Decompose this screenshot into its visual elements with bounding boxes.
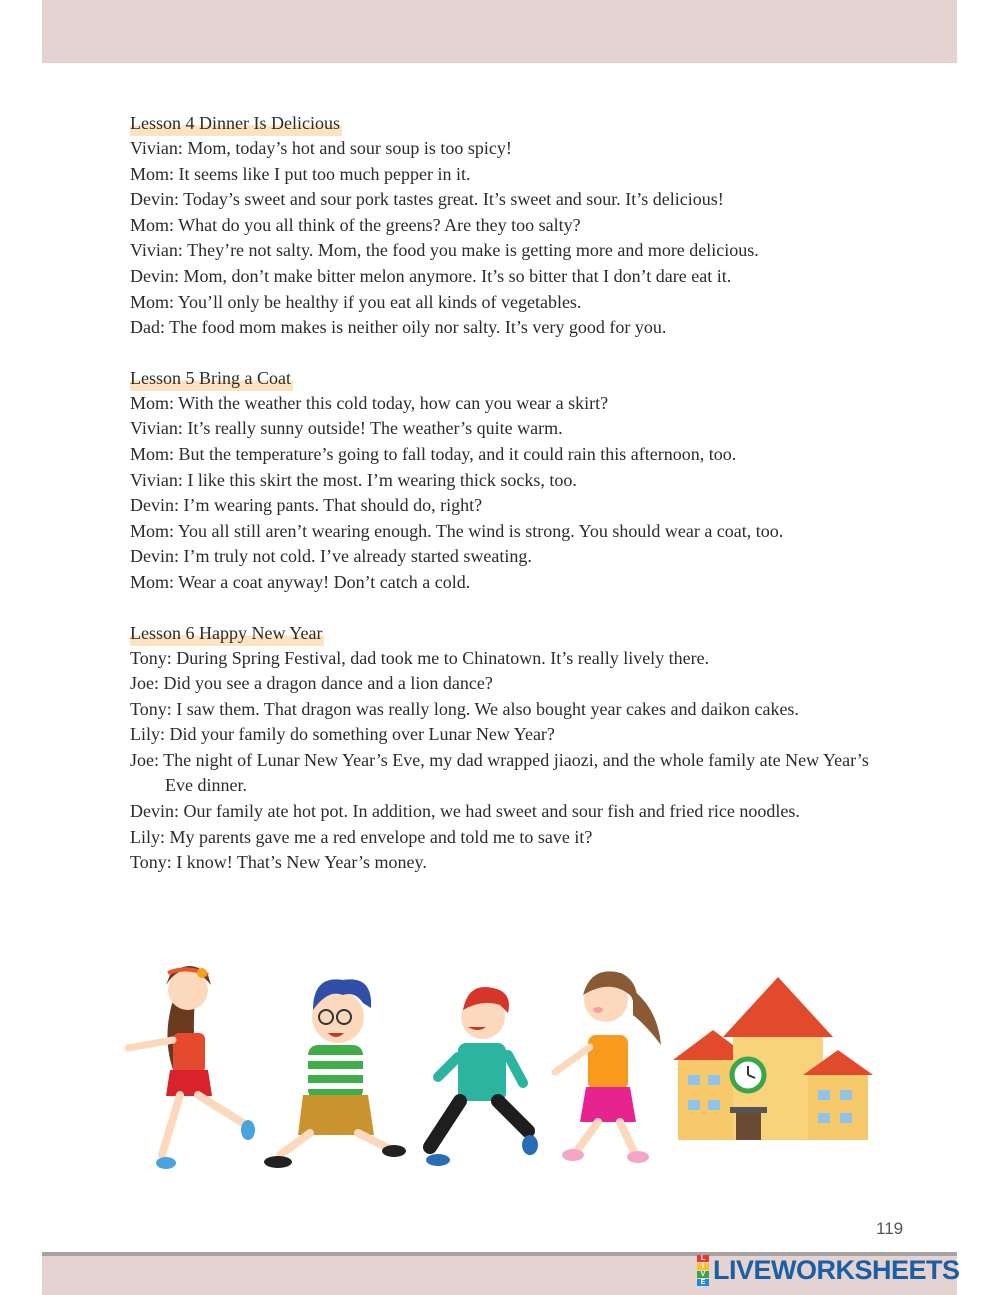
dialogue-line: Tony: I know! That’s New Year’s money. [130, 852, 427, 873]
dialogue-line: Dad: The food mom makes is neither oily nor salty. It’s very good for you. [130, 317, 667, 338]
dialogue-line: Mom: Wear a coat anyway! Don’t catch a cold. [130, 571, 471, 592]
dialogue-line: Mom: It seems like I put too much pepper in it. [130, 163, 471, 184]
dialogue-line: Devin: Today’s sweet and sour pork tastes great. It’s sweet and sour. It’s delicious! [130, 189, 724, 210]
dialogue-line: Mom: What do you all think of the greens? Are they too salty? [130, 214, 581, 235]
dialogue-line: Lily: My parents gave me a red envelope and told me to save it? [130, 826, 593, 847]
boy-teal-jacket-figure [426, 987, 538, 1166]
lesson-6 [130, 621, 890, 876]
liveworksheets-watermark [697, 1255, 960, 1285]
dialogue-line: Tony: During Spring Festival, dad took me to Chinatown. It’s really lively there. [130, 647, 710, 668]
dialogue-line: Mom: You all still aren’t wearing enough. The wind is strong. You should wear a coat, too. [130, 520, 784, 541]
dialogue-content [130, 111, 890, 901]
liveworksheets-logo-icon [697, 1255, 709, 1286]
children-walking-to-school-illustration [118, 955, 878, 1180]
dialogue-line: Mom: With the weather this cold today, how can you wear a skirt? [130, 392, 609, 413]
dialogue-line: Vivian: Mom, today’s hot and sour soup is too spicy! [130, 138, 512, 158]
boy-glasses-striped-shirt-figure [264, 979, 406, 1168]
badge-letter: E [697, 1279, 709, 1286]
top-header-band [42, 0, 957, 63]
girl-ponytail-pink-skirt-figure [555, 971, 661, 1163]
badge-letter: L [697, 1255, 709, 1262]
liveworksheets-wordmark: LIVEWORKSHEETS [713, 1254, 960, 1285]
dialogue-line: Joe: Did you see a dragon dance and a lion dance? [130, 673, 493, 694]
dialogue-line: Devin: I’m wearing pants. That should do, right? [130, 495, 483, 516]
dialogue-line: Mom: You’ll only be healthy if you eat all kinds of vegetables. [130, 291, 582, 312]
dialogue-line: Mom: But the temperature’s going to fall today, and it could rain this afternoon, too. [130, 443, 737, 464]
dialogue-line: Devin: I’m truly not cold. I’ve already started sweating. [130, 546, 532, 567]
lesson-title: Lesson 6 Happy New Year [130, 621, 324, 646]
lesson-title: Lesson 4 Dinner Is Delicious [130, 111, 342, 136]
page-number: 119 [876, 1219, 904, 1238]
girl-red-dress-figure [128, 966, 255, 1169]
dialogue-line: Vivian: They’re not salty. Mom, the food you make is getting more and more delicious. [130, 240, 759, 261]
lesson-4 [130, 111, 890, 341]
dialogue-line: Vivian: It’s really sunny outside! The weather’s quite warm. [130, 418, 563, 439]
dialogue-line: Devin: Our family ate hot pot. In addition, we had sweet and sour fish and fried rice noodles. [130, 801, 800, 822]
school-building-icon [673, 977, 873, 1140]
dialogue-line: Lily: Did your family do something over Lunar New Year? [130, 724, 555, 745]
badge-letter: V [697, 1271, 709, 1278]
lesson-5 [130, 366, 890, 596]
dialogue-line: Tony: I saw them. That dragon was really long. We also bought year cakes and daikon cakes. [130, 698, 799, 719]
lesson-title: Lesson 5 Bring a Coat [130, 366, 293, 391]
dialogue-line: Vivian: I like this skirt the most. I’m wearing thick socks, too. [130, 469, 577, 490]
dialogue-line: Joe: The night of Lunar New Year’s Eve, my dad wrapped jiaozi, and the whole family ate New Year’s Eve dinner. [130, 749, 869, 796]
dialogue-line: Devin: Mom, don’t make bitter melon anymore. It’s so bitter that I don’t dare eat it. [130, 265, 732, 286]
badge-letter: I [697, 1263, 709, 1270]
